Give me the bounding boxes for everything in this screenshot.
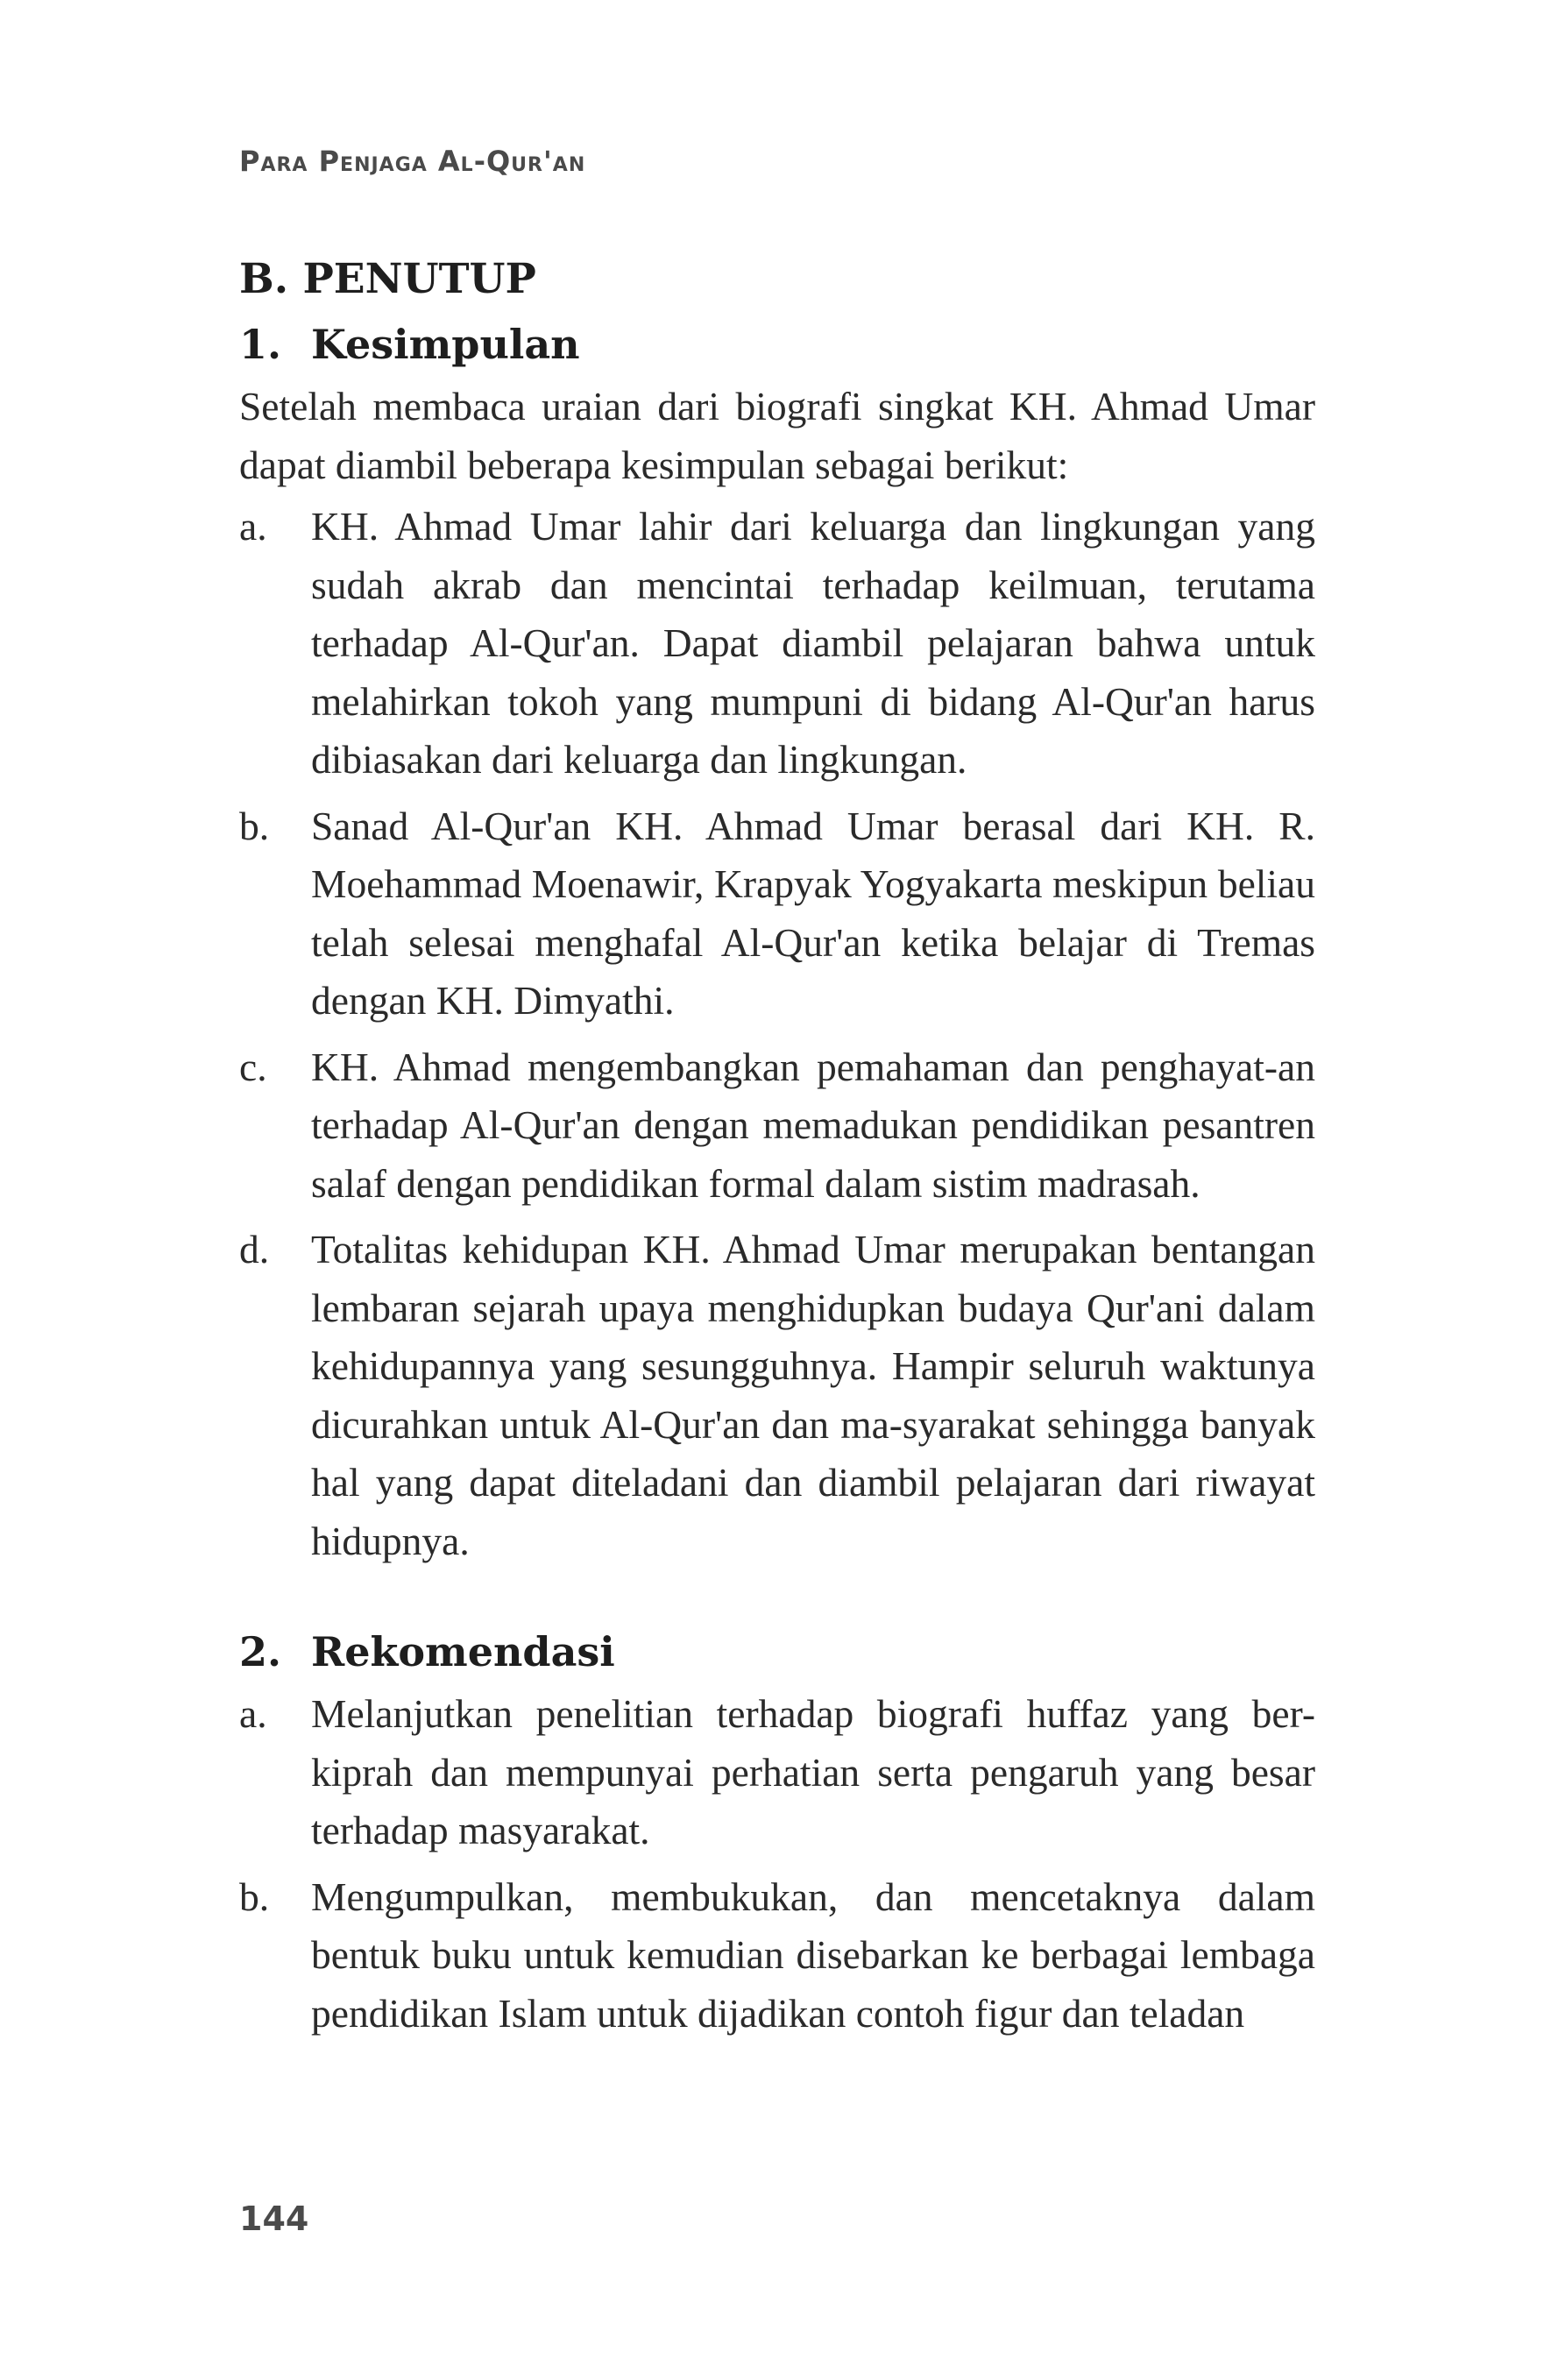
list-item [239,498,1315,790]
list-marker: b. [239,1874,270,1919]
list-item [239,797,1315,1031]
list-marker: c. [239,1044,267,1089]
subsection-number: 2. [239,1628,282,1675]
list-marker: d. [239,1227,270,1271]
list-text: KH. Ahmad mengembangkan pemahaman dan penghayat-an terhadap Al-Qur'an dengan memadukan pendidikan pesantren salaf dengan pendidikan formal dalam sistim madrasah. [311,1044,1315,1206]
list-text: Melanjutkan penelitian terhadap biografi huffaz yang ber-kiprah dan mempunyai perhatian serta pengaruh yang besar terhadap masyarakat. [311,1691,1315,1852]
list-text: Mengumpulkan, membukukan, dan mencetaknya dalam bentuk buku untuk kemudian disebarkan ke berbagai lembaga pendidikan Islam untuk dijadikan contoh figur dan teladan [311,1874,1315,2036]
list-item [239,1868,1315,2044]
page-body [239,248,1315,2051]
section-spacer [239,1578,1315,1619]
list-marker: a. [239,1691,267,1736]
section-title: B. PENUTUP [239,255,536,303]
list-item [239,1685,1315,1860]
list-text: Sanad Al-Qur'an KH. Ahmad Umar berasal dari KH. R. Moehammad Moenawir, Krapyak Yogyakarta meskipun beliau telah selesai menghafal Al-Qur'an ketika belajar di Tremas dengan KH. Dimyathi. [311,803,1315,1023]
page-number: 144 [239,2199,309,2238]
subsection-title-rekomendasi [239,1619,1315,1685]
list-text: KH. Ahmad Umar lahir dari keluarga dan lingkungan yang sudah akrab dan mencintai terhadap keilmuan, terutama terhadap Al-Qur'an. Dapat diambil pelajaran bahwa untuk melahirkan tokoh yang mumpuni di bidang Al-Qur'an harus dibiasakan dari keluarga dan lingkungan. [311,504,1315,782]
list-text: Totalitas kehidupan KH. Ahmad Umar merupakan bentangan lembaran sejarah upaya menghidupkan budaya Qur'ani dalam kehidupannya yang sesungguhnya. Hampir seluruh waktunya dicurahkan untuk Al-Qur'an dan ma-syarakat sehingga banyak hal yang dapat diteladani dan diambil pelajaran dari riwayat hidupnya. [311,1227,1315,1563]
list-item [239,1038,1315,1214]
subsection-label: Rekomendasi [311,1628,615,1675]
running-header: Para Penjaga Al-Qur'an [239,145,586,178]
intro-paragraph: Setelah membaca uraian dari biografi singkat KH. Ahmad Umar dapat diambil beberapa kesimpulan sebagai berikut: [239,384,1315,487]
list-marker: b. [239,803,270,848]
subsection-label: Kesimpulan [311,321,580,368]
list-item [239,1221,1315,1570]
list-marker: a. [239,504,267,549]
subsection-title-kesimpulan [239,311,1315,378]
subsection-number: 1. [239,321,282,368]
